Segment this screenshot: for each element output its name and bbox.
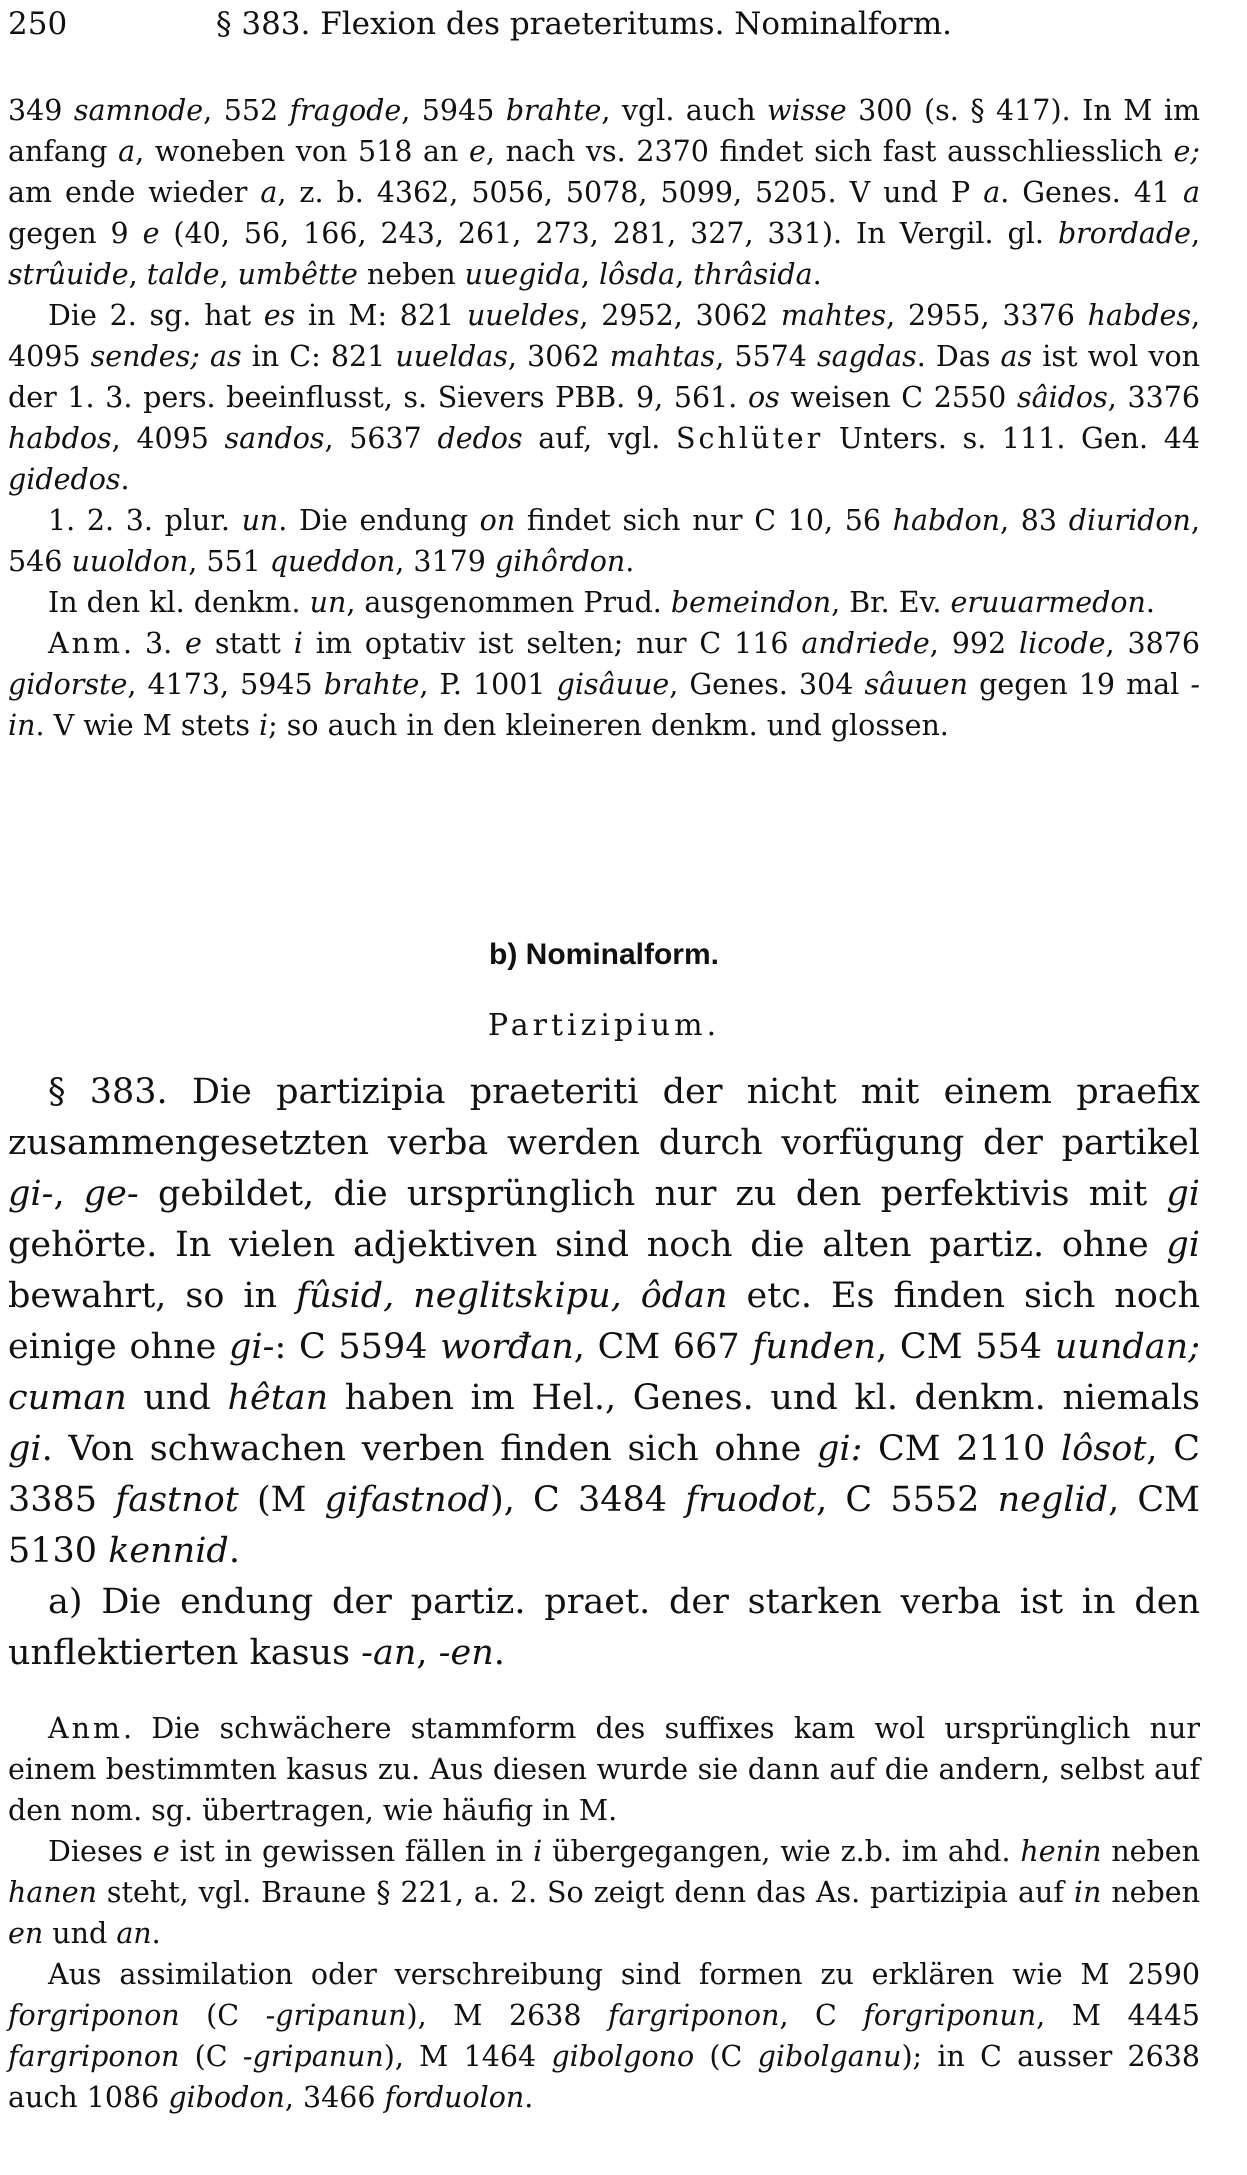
page-number: 250 bbox=[8, 6, 68, 42]
paragraph-denkm: In den kl. denkm. un, ausgenommen Prud. bemeindon, Br. Ev. eruuarmedon. bbox=[48, 586, 1155, 619]
note-assimilation: Aus assimilation oder verschreibung sind formen zu erklären wie M 2590 forgriponon (C -gripanun), M 2638 fargriponon, C forgriponun, M 4445 fargriponon (C -gripanun), M 1464 gibolgono (C gibolganu); in C ausser 2638 auch 1086 gibodon, 3466 forduolon. bbox=[8, 1958, 1201, 2114]
running-title: § 383. Flexion des praeteritums. Nominalform. bbox=[216, 6, 952, 42]
paragraph-2-sg: Die 2. sg. hat es in M: 821 uueldes, 2952, 3062 mahtes, 2955, 3376 habdes, 4095 sendes; as in C: 821 uueldas, 3062 mahtas, 5574 sagdas. Das as ist wol von der 1. 3. pers. beeinflusst, s. Sievers PBB. 9, 561. os weisen C 2550 sâidos, 3376 habdos, 4095 sandos, 5637 dedos auf, vgl. Schlüter Unters. s. 111. Gen. 44 gidedos. bbox=[8, 299, 1201, 496]
notes-block bbox=[8, 1708, 1200, 2118]
paragraph-383: § 383. Die partizipia praeteriti der nicht mit einem praefix zusammengesetzten verba werden durch vorfügung der partikel gi-, ge- gebildet, die ursprünglich nur zu den perfektivis mit gi gehörte. In vielen adjektiven sind noch die alten partiz. ohne gi bewahrt, so in fûsid, neglitskipu, ôdan etc. Es finden sich noch einige ohne gi-: C 5594 worđan, CM 667 funden, CM 554 uundan; cuman und hêtan haben im Hel., Genes. und kl. denkm. niemals gi. Von schwachen verben finden sich ohne gi: CM 2110 lôsot, C 3385 fastnot (M gifastnod), C 3484 fruodot, C 5552 neglid, CM 5130 kennid. bbox=[8, 1072, 1200, 1571]
subsection-heading: b) Nominalform. bbox=[489, 938, 719, 971]
note-e-i: Dieses e ist in gewissen fällen in i übergegangen, wie z.b. im ahd. henin neben hanen steht, vgl. Braune § 221, a. 2. So zeigt denn das As. partizipia auf in neben en und an. bbox=[8, 1835, 1201, 1950]
paragraph-continuation: 349 samnode, 552 fragode, 5945 brahte, vgl. auch wisse 300 (s. § 417). In M im anfang a, woneben von 518 an e, nach vs. 2370 findet sich fast ausschliesslich e; am ende wieder a, z. b. 4362, 5056, 5078, 5099, 5205. V und P a. Genes. 41 a gegen 9 e (40, 56, 166, 243, 261, 273, 281, 327, 331). In Vergil. gl. brordade, strûuide, talde, umbêtte neben uuegida, lôsda, thrâsida. bbox=[8, 94, 1200, 291]
running-header bbox=[8, 6, 1223, 46]
note-anm: Anm. Die schwächere stammform des suffixes kam wol ursprünglich nur einem bestimmten kasus zu. Aus diesen wurde sie dann auf die andern, selbst auf den nom. sg. übertragen, wie häufig in M. bbox=[8, 1712, 1200, 1827]
preceding-text-block bbox=[8, 90, 1200, 746]
note-anm-3: Anm. 3. e statt i im optativ ist selten; nur C 116 andriede, 992 licode, 3876 gidorste, 4173, 5945 brahte, P. 1001 gisâuue, Genes. 304 sâuuen gegen 19 mal -in. V wie M stets i; so auch in den kleineren denkm. und glossen. bbox=[8, 627, 1200, 742]
subheading-partizipium: Partizipium. bbox=[487, 1008, 721, 1043]
section-383-text bbox=[8, 1067, 1200, 1679]
paragraph-383-a: a) Die endung der partiz. praet. der starken verba ist in den unflektierten kasus -an, -en. bbox=[8, 1582, 1200, 1673]
paragraph-plural: 1. 2. 3. plur. un. Die endung on findet sich nur C 10, 56 habdon, 83 diuridon, 546 uuoldon, 551 queddon, 3179 gihôrdon. bbox=[8, 504, 1200, 578]
